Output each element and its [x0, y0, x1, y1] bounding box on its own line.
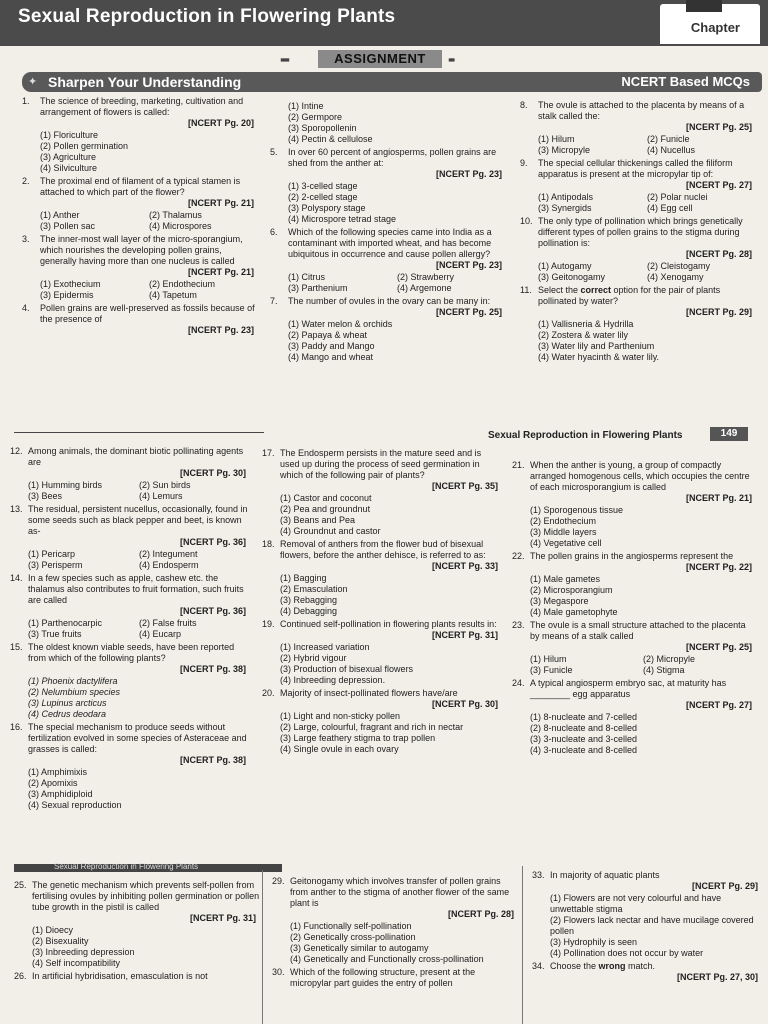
- ncert-ref: [NCERT Pg. 21]: [187, 198, 254, 208]
- question-stem: The residual, persistent nucellus, occasionally, found in some seeds such as black pepper and beet, is known as-: [28, 504, 248, 536]
- option[interactable]: (1) Exothecium: [40, 279, 101, 289]
- option[interactable]: (2) Microsporangium: [530, 585, 613, 595]
- dots-icon: ▪▪▪: [280, 52, 288, 67]
- question-16: [10, 722, 250, 811]
- option[interactable]: (3) Lupinus arcticus: [28, 698, 107, 708]
- question-number: 17.: [262, 448, 275, 458]
- bottom-running-banner: [14, 864, 282, 872]
- stem-emphasis: wrong: [598, 961, 626, 971]
- option[interactable]: (4) Pollination does not occur by water: [550, 948, 704, 958]
- option[interactable]: (4) Vegetative cell: [530, 538, 602, 548]
- question-20: [262, 688, 502, 755]
- option[interactable]: (1) Humming birds: [28, 480, 103, 490]
- options: [22, 210, 258, 232]
- question-1: [22, 96, 258, 174]
- question-22: [512, 551, 756, 618]
- question-number: 8.: [520, 100, 528, 110]
- option[interactable]: (4) Sexual reproduction: [28, 800, 122, 810]
- ncert-ref: [NCERT Pg. 22]: [685, 562, 752, 572]
- question-number: 22.: [512, 551, 525, 561]
- option[interactable]: (4) Inbreeding depression.: [280, 675, 386, 685]
- option[interactable]: (1) Dioecy: [32, 925, 74, 935]
- option[interactable]: (2) Polar nuclei: [647, 192, 708, 202]
- question-number: 10.: [520, 216, 533, 226]
- option[interactable]: (3) Agriculture: [40, 152, 97, 162]
- option[interactable]: (2) Pollen germination: [40, 141, 129, 151]
- option[interactable]: (2) Strawberry: [397, 272, 455, 282]
- option[interactable]: (4) 3-nucleate and 8-celled: [530, 745, 638, 755]
- ncert-ref: [NCERT Pg. 38]: [179, 755, 246, 765]
- question-stem: [520, 285, 756, 307]
- question-11: [520, 285, 756, 363]
- options: [512, 574, 756, 618]
- option[interactable]: (3) Micropyle: [538, 145, 591, 155]
- stem-part: Choose the: [550, 961, 599, 971]
- option[interactable]: (3) Production of bisexual flowers: [280, 664, 414, 674]
- ncert-ref: [NCERT Pg. 25]: [435, 307, 502, 317]
- chapter-label: Chapter: [690, 20, 740, 35]
- options: [512, 654, 756, 676]
- question-34: [532, 961, 762, 983]
- options: [520, 192, 756, 214]
- question-23: [512, 620, 756, 676]
- question-26: [14, 971, 260, 982]
- ncert-ref: [NCERT Pg. 35]: [431, 481, 498, 491]
- options: [512, 505, 756, 549]
- options: [10, 549, 250, 571]
- ncert-ref: [NCERT Pg. 31]: [431, 630, 498, 640]
- options: [532, 893, 762, 959]
- stem-part: A typical angiosperm embryo sac, at maturity has: [530, 678, 727, 688]
- question-8: [520, 100, 756, 156]
- question-number: 24.: [512, 678, 525, 688]
- question-number: 30.: [272, 967, 285, 977]
- question-stem: Geitonogamy which involves transfer of pollen grains from anther to the stigma of another flower of the same plant is: [290, 876, 510, 908]
- option[interactable]: (3) 3-nucleate and 3-celled: [530, 734, 638, 744]
- question-13: [10, 504, 250, 571]
- option[interactable]: (1) Amphimixis: [28, 767, 88, 777]
- option[interactable]: (3) Amphidiploid: [28, 789, 93, 799]
- option[interactable]: (1) Intine: [288, 101, 324, 111]
- option[interactable]: (1) Phoenix dactylifera: [28, 676, 118, 686]
- option[interactable]: (4) Microspores: [149, 221, 212, 231]
- bottom-running-title: Sexual Reproduction in Flowering Plants: [54, 862, 199, 871]
- question-4: [22, 303, 258, 336]
- option[interactable]: (1) Water melon & orchids: [288, 319, 393, 329]
- options: [262, 711, 502, 755]
- question-stem: The pollen grains in the angiosperms represent the: [530, 551, 734, 561]
- ncert-ref: [NCERT Pg. 27, 30]: [676, 972, 758, 982]
- top-column-1: [22, 96, 258, 338]
- option[interactable]: (3) Bees: [28, 491, 63, 501]
- options: [10, 676, 250, 720]
- question-stem: Continued self-pollination in flowering plants results in:: [280, 619, 497, 629]
- question-stem: In over 60 percent of angiosperms, pollen grains are shed from the anther at:: [288, 147, 497, 168]
- running-title: Sexual Reproduction in Flowering Plants: [488, 430, 683, 441]
- question-stem: Among animals, the dominant biotic pollinating agents are: [28, 446, 244, 467]
- question-12: [10, 446, 250, 502]
- question-stem: The ovule is attached to the placenta by means of a stalk called the:: [538, 100, 745, 121]
- question-4-options: [270, 101, 506, 145]
- option[interactable]: (2) Micropyle: [643, 654, 696, 664]
- question-number: 34.: [532, 961, 545, 971]
- question-number: 14.: [10, 573, 23, 583]
- question-24: [512, 678, 756, 756]
- option[interactable]: (4) Nucellus: [647, 145, 696, 155]
- option[interactable]: (3) Polyspory stage: [288, 203, 366, 213]
- question-number: 18.: [262, 539, 275, 549]
- question-stem: In artificial hybridisation, emasculation is not: [32, 971, 208, 981]
- option[interactable]: (1) Citrus: [288, 272, 326, 282]
- option[interactable]: (1) Autogamy: [538, 261, 592, 271]
- option[interactable]: (4) Cedrus deodara: [28, 709, 107, 719]
- top-column-2: [270, 100, 506, 365]
- option[interactable]: (1) 3-celled stage: [288, 181, 358, 191]
- ncert-ref: [NCERT Pg. 30]: [179, 468, 246, 478]
- ncert-ref: [NCERT Pg. 29]: [685, 307, 752, 317]
- question-number: 15.: [10, 642, 23, 652]
- question-stem: In majority of aquatic plants: [550, 870, 660, 880]
- option[interactable]: (4) Eucarp: [139, 629, 182, 639]
- stem-emphasis: correct: [580, 285, 612, 295]
- options: [520, 134, 756, 156]
- page-running-header: [0, 426, 768, 444]
- ncert-ref: [NCERT Pg. 25]: [685, 642, 752, 652]
- question-stem: The proximal end of filament of a typical stamen is attached to which part of the flower?: [40, 176, 241, 197]
- option[interactable]: (3) Hydrophily is seen: [550, 937, 638, 947]
- option[interactable]: (3) True fruits: [28, 629, 82, 639]
- option[interactable]: (2) Large, colourful, fragrant and rich in nectar: [280, 722, 464, 732]
- question-number: 26.: [14, 971, 27, 981]
- option[interactable]: (4) Silviculture: [40, 163, 98, 173]
- options: [262, 642, 502, 686]
- option[interactable]: (4) Male gametophyte: [530, 607, 618, 617]
- ncert-ref: [NCERT Pg. 20]: [187, 118, 254, 128]
- options: [520, 319, 756, 363]
- question-number: 21.: [512, 460, 525, 470]
- option[interactable]: (2) Pea and groundnut: [280, 504, 371, 514]
- brain-icon: ✦: [28, 76, 38, 88]
- option[interactable]: (2) Endothecium: [530, 516, 597, 526]
- option[interactable]: (2) Flowers lack nectar and have mucilage covered pollen: [550, 915, 754, 936]
- option[interactable]: (3) Inbreeding depression: [32, 947, 135, 957]
- question-number: 29.: [272, 876, 285, 886]
- mid-column-3: [512, 460, 756, 758]
- option[interactable]: (2) Thalamus: [149, 210, 202, 220]
- question-number: 9.: [520, 158, 528, 168]
- question-number: 23.: [512, 620, 525, 630]
- option[interactable]: (4) Egg cell: [647, 203, 693, 213]
- option[interactable]: (4) Single ovule in each ovary: [280, 744, 399, 754]
- ncert-ref: [NCERT Pg. 28]: [685, 249, 752, 259]
- chapter-tab-mark: [686, 0, 722, 12]
- question-stem: Majority of insect-pollinated flowers have/are: [280, 688, 458, 698]
- option[interactable]: (2) 8-nucleate and 8-celled: [530, 723, 638, 733]
- question-2: [22, 176, 258, 232]
- options: [270, 319, 506, 363]
- option[interactable]: (4) Endosperm: [139, 560, 199, 570]
- question-14: [10, 573, 250, 640]
- question-number: 33.: [532, 870, 545, 880]
- option[interactable]: (1) Flowers are not very colourful and have unwettable stigma: [550, 893, 722, 914]
- dots-icon: ▪▪: [448, 52, 454, 67]
- options: [10, 618, 250, 640]
- section-title-left: Sharpen Your Understanding: [48, 74, 242, 90]
- question-30: [272, 967, 518, 989]
- question-stem: The only type of pollination which brings genetically different types of pollen grains to the stigma during pollination is:: [538, 216, 743, 248]
- question-number: 12.: [10, 446, 23, 456]
- option[interactable]: (4) Genetically and Functionally cross-pollination: [290, 954, 484, 964]
- options: [14, 925, 260, 969]
- option[interactable]: (1) Light and non-sticky pollen: [280, 711, 401, 721]
- options: [22, 279, 258, 301]
- option[interactable]: (3) Geitonogamy: [538, 272, 606, 282]
- question-number: 20.: [262, 688, 275, 698]
- option[interactable]: (1) Functionally self-pollination: [290, 921, 412, 931]
- question-stem: The Endosperm persists in the mature seed and is used up during the process of seed germination in which of the following pair of plants?: [280, 448, 482, 480]
- option[interactable]: (1) Castor and coconut: [280, 493, 372, 503]
- option[interactable]: (2) 2-celled stage: [288, 192, 358, 202]
- option[interactable]: (2) Genetically cross-pollination: [290, 932, 416, 942]
- section-title-right: NCERT Based MCQs: [621, 74, 750, 89]
- option[interactable]: (2) Hybrid vigour: [280, 653, 347, 663]
- question-stem: In a few species such as apple, cashew etc. the thalamus also contributes to fruit formation, such fruits are called: [28, 573, 244, 605]
- options: [262, 493, 502, 537]
- option[interactable]: (3) Genetically similar to autogamy: [290, 943, 429, 953]
- options: [272, 921, 518, 965]
- question-stem: The oldest known viable seeds, have been reported from which of the following plants?: [28, 642, 235, 663]
- option[interactable]: (2) Germpore: [288, 112, 343, 122]
- option[interactable]: (4) Groundnut and castor: [280, 526, 381, 536]
- ncert-ref: [NCERT Pg. 36]: [179, 606, 246, 616]
- ncert-ref: [NCERT Pg. 30]: [431, 699, 498, 709]
- question-stem: Which of the following species came into India as a contaminant with imported wheat, and has become ubiquitous in occurrence and cause pollen allergy?: [288, 227, 492, 259]
- option[interactable]: (4) Pectin & cellulose: [288, 134, 373, 144]
- top-column-3: [520, 100, 756, 365]
- option[interactable]: (3) Epidermis: [40, 290, 94, 300]
- question-number: 5.: [270, 147, 278, 157]
- option[interactable]: (3) Pollen sac: [40, 221, 96, 231]
- option[interactable]: (4) Xenogamy: [647, 272, 704, 282]
- option[interactable]: (2) Funicle: [647, 134, 690, 144]
- stem-part: egg apparatus: [570, 689, 631, 699]
- question-3: [22, 234, 258, 301]
- question-17: [262, 448, 502, 537]
- bottom-column-3: [532, 870, 762, 985]
- question-10: [520, 216, 756, 283]
- option[interactable]: (1) Parthenocarpic: [28, 618, 103, 628]
- option[interactable]: (3) Water lily and Parthenium: [538, 341, 655, 351]
- question-stem: The special cellular thickenings called the filiform apparatus is present at the micropylar tip of:: [538, 158, 733, 179]
- column-divider: [522, 866, 523, 1024]
- question-stem: The science of breeding, marketing, cultivation and arrangement of flowers is called:: [40, 96, 244, 117]
- question-number: 6.: [270, 227, 278, 237]
- ncert-ref: [NCERT Pg. 23]: [435, 169, 502, 179]
- question-number: 1.: [22, 96, 30, 106]
- option[interactable]: (4) Lemurs: [139, 491, 183, 501]
- option[interactable]: (1) Increased variation: [280, 642, 370, 652]
- mid-column-2: [262, 448, 502, 757]
- page-number: 149: [710, 427, 748, 441]
- question-18: [262, 539, 502, 617]
- options: [10, 480, 250, 502]
- option[interactable]: (4) Microspore tetrad stage: [288, 214, 397, 224]
- options: [520, 261, 756, 283]
- ncert-ref: [NCERT Pg. 23]: [187, 325, 254, 335]
- question-number: 7.: [270, 296, 278, 306]
- option[interactable]: (3) Synergids: [538, 203, 592, 213]
- option[interactable]: (3) Large feathery stigma to trap pollen: [280, 733, 436, 743]
- question-number: 4.: [22, 303, 30, 313]
- question-33: [532, 870, 762, 959]
- question-stem: Pollen grains are well-preserved as fossils because of the presence of: [40, 303, 255, 324]
- question-15: [10, 642, 250, 720]
- bottom-column-2: [272, 876, 518, 991]
- ncert-ref: [NCERT Pg. 25]: [685, 122, 752, 132]
- question-stem: The ovule is a small structure attached to the placenta by means of a stalk called: [530, 620, 746, 641]
- divider: [14, 432, 264, 433]
- option[interactable]: (3) Megaspore: [530, 596, 589, 606]
- option[interactable]: (2) Papaya & wheat: [288, 330, 368, 340]
- question-stem: [532, 961, 762, 972]
- option[interactable]: (1) Sporogenous tissue: [530, 505, 624, 515]
- option[interactable]: (4) Mango and wheat: [288, 352, 374, 362]
- option[interactable]: (1) Vallisneria & Hydrilla: [538, 319, 634, 329]
- question-stem: [512, 678, 756, 700]
- ncert-ref: [NCERT Pg. 27]: [685, 700, 752, 710]
- option[interactable]: (2) False fruits: [139, 618, 197, 628]
- option[interactable]: (1) Pericarp: [28, 549, 76, 559]
- options: [512, 712, 756, 756]
- options: [270, 181, 506, 225]
- ncert-ref: [NCERT Pg. 21]: [685, 493, 752, 503]
- option[interactable]: (3) Middle layers: [530, 527, 597, 537]
- option[interactable]: (1) Floriculture: [40, 130, 99, 140]
- option[interactable]: (2) Endothecium: [149, 279, 216, 289]
- option[interactable]: (1) Hilum: [538, 134, 575, 144]
- question-stem: The genetic mechanism which prevents self-pollen from fertilising ovules by inhibiting pollen germination or pollen tube growth in the pistil is called: [32, 880, 260, 912]
- question-number: 11.: [520, 285, 532, 295]
- option[interactable]: (4) Stigma: [643, 665, 685, 675]
- column-divider: [262, 870, 263, 1024]
- option[interactable]: (1) Antipodals: [538, 192, 594, 202]
- option[interactable]: (1) Anther: [40, 210, 80, 220]
- ncert-ref: [NCERT Pg. 33]: [431, 561, 498, 571]
- question-number: 2.: [22, 176, 30, 186]
- option[interactable]: (4) Self incompatibility: [32, 958, 121, 968]
- question-number: 3.: [22, 234, 30, 244]
- option[interactable]: (1) Bagging: [280, 573, 327, 583]
- chapter-header: [0, 0, 768, 46]
- question-number: 19.: [262, 619, 275, 629]
- options: [22, 130, 258, 174]
- options: [262, 573, 502, 617]
- ncert-ref: [NCERT Pg. 36]: [179, 537, 246, 547]
- question-stem: Removal of anthers from the flower bud of bisexual flowers, before the anther dehisce, is referred to as:: [280, 539, 486, 560]
- ncert-ref: [NCERT Pg. 31]: [189, 913, 256, 923]
- option[interactable]: (3) Funicle: [530, 665, 573, 675]
- mid-column-1: [10, 446, 250, 813]
- options: [10, 767, 250, 811]
- option[interactable]: (3) Sporopollenin: [288, 123, 357, 133]
- option[interactable]: (4) Debagging: [280, 606, 338, 616]
- options: [270, 101, 506, 145]
- option[interactable]: (1) Male gametes: [530, 574, 601, 584]
- question-21: [512, 460, 756, 549]
- question-stem: The inner-most wall layer of the micro-sporangium, which nourishes the developing pollen grains, generally having more than one nucleus is called: [40, 234, 243, 266]
- option[interactable]: (2) Nelumbium species: [28, 687, 121, 697]
- ncert-ref: [NCERT Pg. 38]: [179, 664, 246, 674]
- question-stem: The number of ovules in the ovary can be many in:: [288, 296, 491, 306]
- option[interactable]: (1) Hilum: [530, 654, 567, 664]
- option[interactable]: (3) Parthenium: [288, 283, 348, 293]
- option[interactable]: (2) Bisexuality: [32, 936, 89, 946]
- option[interactable]: (3) Rebagging: [280, 595, 338, 605]
- option[interactable]: (3) Perisperm: [28, 560, 83, 570]
- section-bar: [22, 72, 762, 92]
- option[interactable]: (2) Integument: [139, 549, 198, 559]
- question-stem: The special mechanism to produce seeds without fertilization evolved in some species of Asteraceae and grasses is called:: [28, 722, 247, 754]
- stem-part: match.: [625, 961, 656, 971]
- option[interactable]: (2) Zostera & water lily: [538, 330, 629, 340]
- stem-part: option for the pair of plants pollinated by water?: [538, 285, 721, 306]
- ncert-ref: [NCERT Pg. 21]: [187, 267, 254, 277]
- question-7: [270, 296, 506, 363]
- bottom-column-1: [14, 880, 260, 984]
- ncert-ref: [NCERT Pg. 28]: [447, 909, 514, 919]
- stem-part: Select the: [538, 285, 581, 295]
- question-19: [262, 619, 502, 686]
- option[interactable]: (2) Emasculation: [280, 584, 348, 594]
- question-stem: When the anther is young, a group of compactly arranged homogenous cells, which occupies the centre of each microsporangium is called: [530, 460, 750, 492]
- question-number: 13.: [10, 504, 23, 514]
- question-25: [14, 880, 260, 969]
- option[interactable]: (4) Water hyacinth & water lily.: [538, 352, 660, 362]
- chapter-title: Sexual Reproduction in Flowering Plants: [18, 6, 396, 27]
- ncert-ref: [NCERT Pg. 23]: [435, 260, 502, 270]
- option[interactable]: (4) Tapetum: [149, 290, 197, 300]
- question-6: [270, 227, 506, 294]
- question-9: [520, 158, 756, 214]
- answer-blank[interactable]: ________: [530, 689, 571, 699]
- option[interactable]: (4) Argemone: [397, 283, 452, 293]
- option[interactable]: (3) Paddy and Mango: [288, 341, 375, 351]
- question-number: 16.: [10, 722, 23, 732]
- option[interactable]: (3) Beans and Pea: [280, 515, 356, 525]
- ncert-ref: [NCERT Pg. 27]: [685, 180, 752, 190]
- options: [270, 272, 506, 294]
- option[interactable]: (2) Apomixis: [28, 778, 78, 788]
- question-5: [270, 147, 506, 225]
- question-29: [272, 876, 518, 965]
- question-number: 25.: [14, 880, 27, 890]
- option[interactable]: (2) Cleistogamy: [647, 261, 711, 271]
- assignment-label: ASSIGNMENT: [318, 50, 442, 68]
- option[interactable]: (2) Sun birds: [139, 480, 191, 490]
- option[interactable]: (1) 8-nucleate and 7-celled: [530, 712, 638, 722]
- question-stem: Which of the following structure, present at the micropylar part guides the entry of pollen: [290, 967, 476, 988]
- ncert-ref: [NCERT Pg. 29]: [691, 881, 758, 891]
